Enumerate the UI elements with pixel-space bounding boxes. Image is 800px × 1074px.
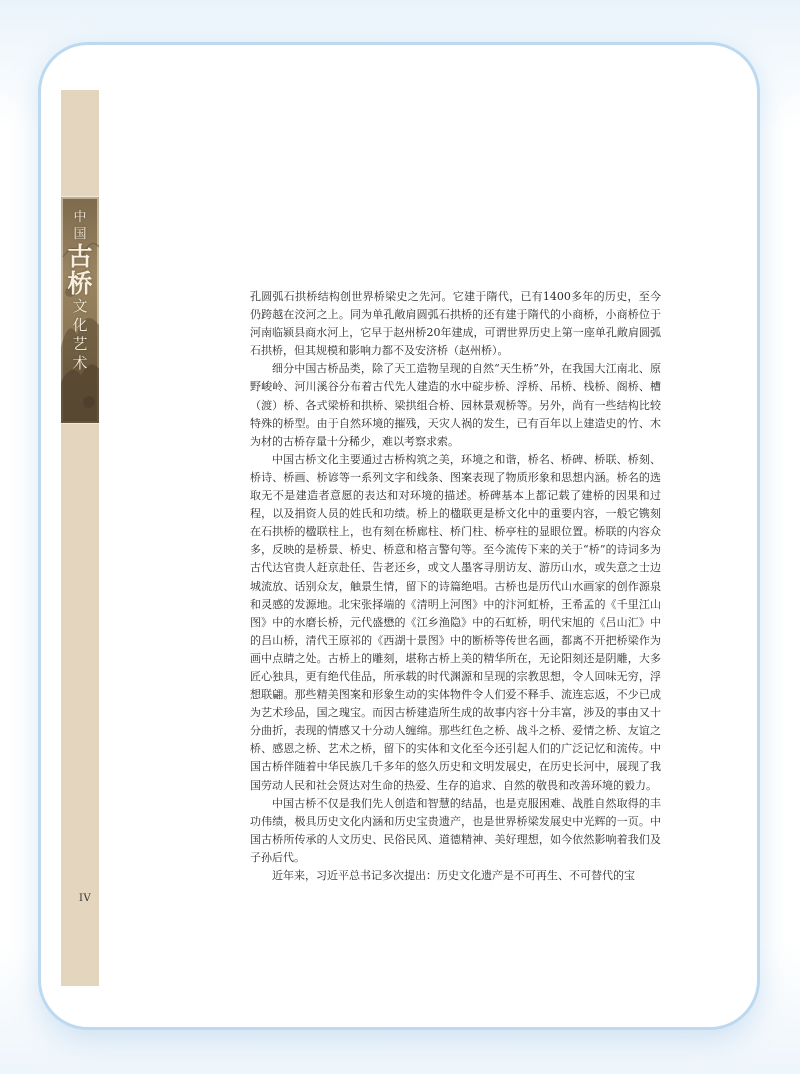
title-char: 桥	[67, 269, 93, 298]
title-char: 文	[72, 297, 88, 315]
paragraph: 孔圆弧石拱桥结构创世界桥梁史之先河。它建于隋代，已有1400多年的历史，至今仍跨越在洨河之上。同为单孔敞肩圆弧石拱桥的还有建于隋代的小商桥，小商桥位于河南临颍县商水河上，它早于赵州桥20年建成，可谓世界历史上第一座单孔敞肩圆弧石拱桥，但其规模和影响力都不及安济桥（赵州桥）。	[250, 290, 661, 358]
title-char: 化	[72, 316, 88, 334]
spine-title-panel	[61, 196, 99, 424]
body-text	[250, 288, 661, 885]
paragraph: 中国古桥文化主要通过古桥构筑之美，环境之和谐，桥名、桥碑、桥联、桥刻、桥诗、桥画、桥谚等一系列文字和线条、图案表现了物质形象和思想内涵。桥名的选取无不是建造者意愿的表达和对环境的描述。桥碑基本上都记载了建桥的因果和过程，以及捐资人员的姓氏和功绩。桥上的楹联更是桥文化中的重要内容，一般它镌刻在石拱桥的楹联柱上，也有刻在桥廊柱、桥门柱、桥亭柱的显眼位置。桥联的内容众多，反映的是桥景、桥史、桥意和格言警句等。至今流传下来的关于“桥”的诗词多为古代达官贵人赶京赴任、告老还乡，或文人墨客寻朋访友、游历山水，或失意之士边城流放、话别众友，触景生情，留下的诗篇绝唱。古桥也是历代山水画家的创作源泉和灵感的发源地。北宋张择端的《清明上河图》中的汴河虹桥，王希孟的《千里江山图》中的水磨长桥，元代盛懋的《江乡渔隐》中的石虹桥，明代宋旭的《吕山汇》中的吕山桥，清代王原祁的《西湖十景图》中的断桥等传世名画，都离不开把桥梁作为画中点睛之处。古桥上的雕刻，堪称古桥上美的精华所在，无论阳刻还是阴雕，大多匠心独具，更有绝代佳品，所承载的时代渊源和呈现的宗教思想，令人回味无穷，浮想联翩。那些精美图案和形象生动的实体物件令人们爱不释手、流连忘返，不少已成为艺术珍品，国之瑰宝。而因古桥建造所生成的故事内容十分丰富，涉及的事由又十分曲折，表现的情感又十分动人缠绵。那些红色之桥、战斗之桥、爱情之桥、友谊之桥、感恩之桥、艺术之桥，留下的实体和文化至今还引起人们的广泛记忆和流传。中国古桥伴随着中华民族几千多年的悠久历史和文明发展史，在历史长河中，展现了我国劳动人民和社会贤达对生命的热爱、生存的追求、自然的敬畏和改善环境的毅力。	[250, 452, 661, 792]
title-char: 术	[72, 354, 88, 372]
paragraph: 近年来，习近平总书记多次提出：历史文化遗产是不可再生、不可替代的宝	[272, 869, 635, 882]
vertical-book-title	[61, 209, 99, 373]
page-number: IV	[79, 893, 92, 904]
paragraph: 中国古桥不仅是我们先人创造和智慧的结晶，也是克服困难、战胜自然取得的丰功伟绩，极具历史文化内涵和历史宝贵遗产，也是世界桥梁发展史中光辉的一页。中国古桥所传承的人文历史、民俗民风、道德精神、美好理想，如今依然影响着我们及子孙后代。	[250, 796, 661, 864]
title-char: 艺	[72, 335, 88, 353]
paragraph: 细分中国古桥品类，除了天工造物呈现的自然“天生桥”外，在我国大江南北、原野峻岭、河川溪谷分布着古代先人建造的水中碇步桥、浮桥、吊桥、栈桥、阁桥、槽（渡）桥、各式梁桥和拱桥、梁拱组合桥、园林景观桥等。另外，尚有一些结构比较特殊的桥型。由于自然环境的摧残，天灾人祸的发生，已有百年以上建造史的竹、木为材的古桥存量十分稀少，难以考察求索。	[250, 362, 661, 448]
title-char: 中	[73, 210, 87, 225]
title-char: 古	[67, 242, 93, 271]
title-char: 国	[73, 227, 87, 242]
